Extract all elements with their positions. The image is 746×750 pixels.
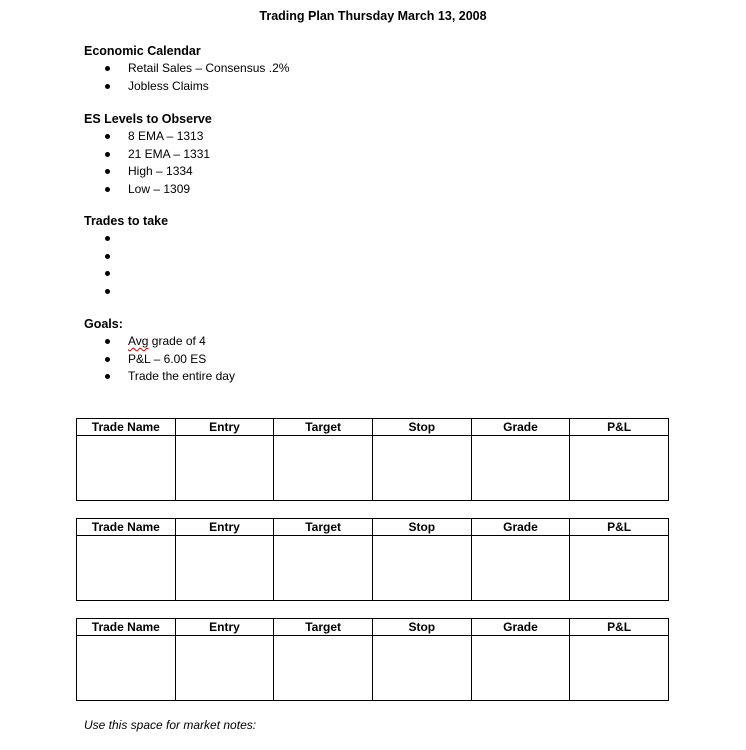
column-header: Grade: [471, 519, 570, 536]
table-header-row: [77, 619, 669, 636]
economic-calendar-list: [84, 60, 684, 95]
table-cell[interactable]: [471, 536, 570, 601]
bullet-icon: [105, 271, 110, 276]
goals-heading: Goals:: [84, 317, 123, 331]
bullet-icon: [105, 187, 110, 192]
goals-section: [84, 316, 684, 386]
list-item: P&L – 6.00 ES: [84, 351, 684, 369]
list-item: [84, 248, 684, 266]
table-cell[interactable]: [570, 636, 669, 701]
column-header: Trade Name: [77, 419, 176, 436]
bullet-icon: [105, 357, 110, 362]
goals-list: [84, 333, 684, 386]
bullet-icon: [105, 254, 110, 259]
column-header: Trade Name: [77, 619, 176, 636]
table-cell[interactable]: [77, 436, 176, 501]
column-header: Grade: [471, 619, 570, 636]
column-header: Entry: [175, 419, 274, 436]
bullet-icon: [105, 66, 110, 71]
es-levels-list: [84, 128, 684, 198]
es-levels-section: [84, 111, 684, 198]
column-header: Target: [274, 519, 373, 536]
column-header: Entry: [175, 519, 274, 536]
column-header: P&L: [570, 519, 669, 536]
table-cell[interactable]: [274, 636, 373, 701]
spellcheck-word: Avg: [128, 334, 149, 348]
list-item: [84, 230, 684, 248]
table-cell[interactable]: [372, 536, 471, 601]
list-item: 21 EMA – 1331: [84, 146, 684, 164]
list-item: Low – 1309: [84, 181, 684, 199]
column-header: Target: [274, 619, 373, 636]
table-row: [77, 536, 669, 601]
trades-to-take-list: [84, 230, 684, 300]
table-header-row: [77, 519, 669, 536]
list-item: Avg grade of 4: [84, 333, 684, 351]
bullet-icon: [105, 289, 110, 294]
table-header-row: [77, 419, 669, 436]
column-header: Stop: [372, 519, 471, 536]
table-cell[interactable]: [175, 536, 274, 601]
economic-calendar-heading: Economic Calendar: [84, 44, 201, 58]
column-header: Trade Name: [77, 519, 176, 536]
column-header: Stop: [372, 419, 471, 436]
trade-table: [76, 618, 669, 701]
table-cell[interactable]: [471, 636, 570, 701]
table-cell[interactable]: [274, 436, 373, 501]
column-header: P&L: [570, 619, 669, 636]
column-header: Target: [274, 419, 373, 436]
list-item: Jobless Claims: [84, 78, 684, 96]
column-header: Entry: [175, 619, 274, 636]
list-item: [84, 265, 684, 283]
bullet-icon: [105, 134, 110, 139]
column-header: Grade: [471, 419, 570, 436]
table-cell[interactable]: [471, 436, 570, 501]
trades-to-take-section: [84, 213, 684, 300]
table-cell[interactable]: [274, 536, 373, 601]
market-notes-label: Use this space for market notes:: [84, 718, 257, 732]
page-title: Trading Plan Thursday March 13, 2008: [259, 9, 487, 23]
table-cell[interactable]: [570, 536, 669, 601]
list-item: High – 1334: [84, 163, 684, 181]
table-cell[interactable]: [570, 436, 669, 501]
table-cell[interactable]: [77, 536, 176, 601]
list-item: [84, 283, 684, 301]
bullet-icon: [105, 169, 110, 174]
trade-table: [76, 418, 669, 501]
economic-calendar-section: [84, 43, 684, 95]
list-item: Trade the entire day: [84, 368, 684, 386]
bullet-icon: [105, 374, 110, 379]
table-row: [77, 436, 669, 501]
list-item: 8 EMA – 1313: [84, 128, 684, 146]
bullet-icon: [105, 339, 110, 344]
table-cell[interactable]: [372, 636, 471, 701]
column-header: Stop: [372, 619, 471, 636]
es-levels-heading: ES Levels to Observe: [84, 112, 212, 126]
bullet-icon: [105, 152, 110, 157]
list-item: Retail Sales – Consensus .2%: [84, 60, 684, 78]
trade-table: [76, 518, 669, 601]
bullet-icon: [105, 84, 110, 89]
column-header: P&L: [570, 419, 669, 436]
bullet-icon: [105, 236, 110, 241]
table-cell[interactable]: [175, 636, 274, 701]
table-cell[interactable]: [372, 436, 471, 501]
trades-to-take-heading: Trades to take: [84, 214, 169, 228]
table-cell[interactable]: [77, 636, 176, 701]
table-row: [77, 636, 669, 701]
table-cell[interactable]: [175, 436, 274, 501]
